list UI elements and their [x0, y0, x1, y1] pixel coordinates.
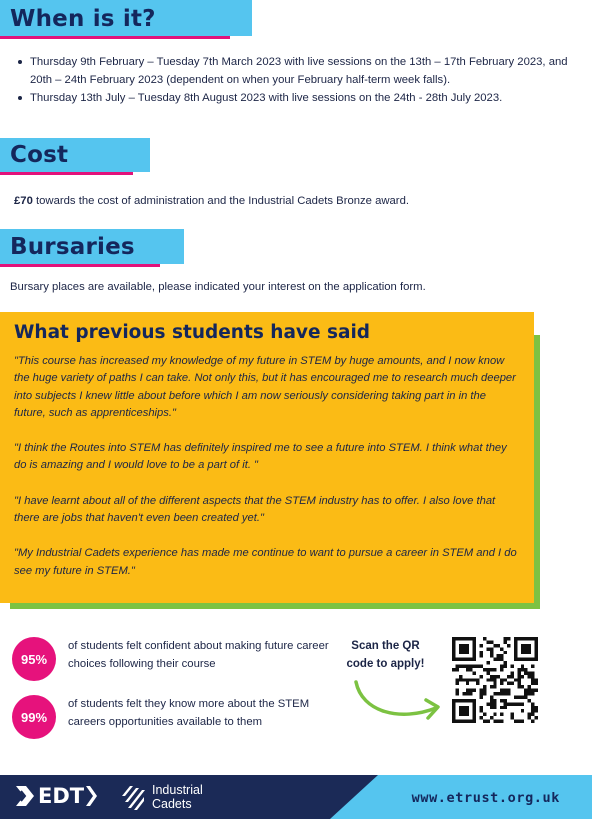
industrial-cadets-logo [120, 782, 203, 812]
cadets-logo-line: Industrial [152, 783, 203, 797]
cost-underline [0, 172, 133, 175]
dates-list [10, 53, 570, 107]
testimonial-quote: "My Industrial Cadets experience has made me continue to want to pursue a career in STEM and I do see my future in STEM." [14, 547, 517, 577]
bursaries-heading-block [0, 229, 184, 264]
edt-mark-icon [14, 783, 36, 809]
bursaries-underline [0, 264, 160, 267]
when-heading-block [0, 0, 252, 36]
date-item: Thursday 13th July – Tuesday 8th August 2023 with live sessions on the 24th - 28th July 2023. [10, 89, 570, 107]
cost-amount: £70 [14, 195, 33, 207]
bursaries-text: Bursary places are available, please indicated your interest on the application form. [10, 281, 426, 293]
testimonial-quote: "I think the Routes into STEM has definitely inspired me to see a future into STEM. I think what they do is amazing and I would love to be a part of it. " [14, 442, 507, 472]
cost-description: towards the cost of administration and the Industrial Cadets Bronze award. [32, 195, 409, 207]
curved-arrow-icon [352, 678, 444, 724]
stat-text: of students felt confident about making future career choices following their course [68, 640, 329, 670]
edt-logo-text: EDT [38, 784, 85, 808]
when-underline [0, 36, 230, 39]
when-heading: When is it? [10, 6, 156, 32]
stat-text: of students felt they know more about the STEM careers opportunities available to them [68, 698, 310, 728]
stat-badge: 99% [12, 695, 56, 739]
cadets-logo-line: Cadets [152, 797, 192, 811]
testimonial-heading: What previous students have said [14, 322, 371, 343]
stat-badge: 95% [12, 637, 56, 681]
scan-qr-label: Scan the QR code to apply! [346, 640, 425, 670]
footer-bar [0, 775, 592, 819]
testimonial-quote: "I have learnt about all of the different aspects that the STEM industry has to offer. I also love that there are jobs that haven't even been created yet." [14, 494, 496, 525]
testimonial-box [0, 312, 534, 603]
qr-code-icon[interactable] [452, 637, 538, 723]
cost-text [14, 195, 409, 207]
bursaries-heading: Bursaries [10, 234, 135, 260]
cadets-stripes-icon [120, 782, 146, 812]
date-item: Thursday 9th February – Tuesday 7th March 2023 with live sessions on the 13th – 17th February 2023, and 20th – 24th February 2023 (dependent on when your February half-term week falls). [10, 53, 570, 89]
edt-chevron-icon [84, 783, 98, 809]
edt-logo [14, 783, 98, 809]
cost-heading: Cost [10, 142, 69, 168]
cost-heading-block [0, 138, 150, 172]
testimonial-quote: "This course has increased my knowledge of my future in STEM by huge amounts, and I now know the huge variety of paths I can take. Not only this, but it has encouraged me to research much deeper into subjects I knew little about before which I am now seriously considering taking part in in the future, such as apprenticeships." [14, 355, 516, 419]
website-link[interactable]: www.etrust.org.uk [411, 790, 560, 806]
